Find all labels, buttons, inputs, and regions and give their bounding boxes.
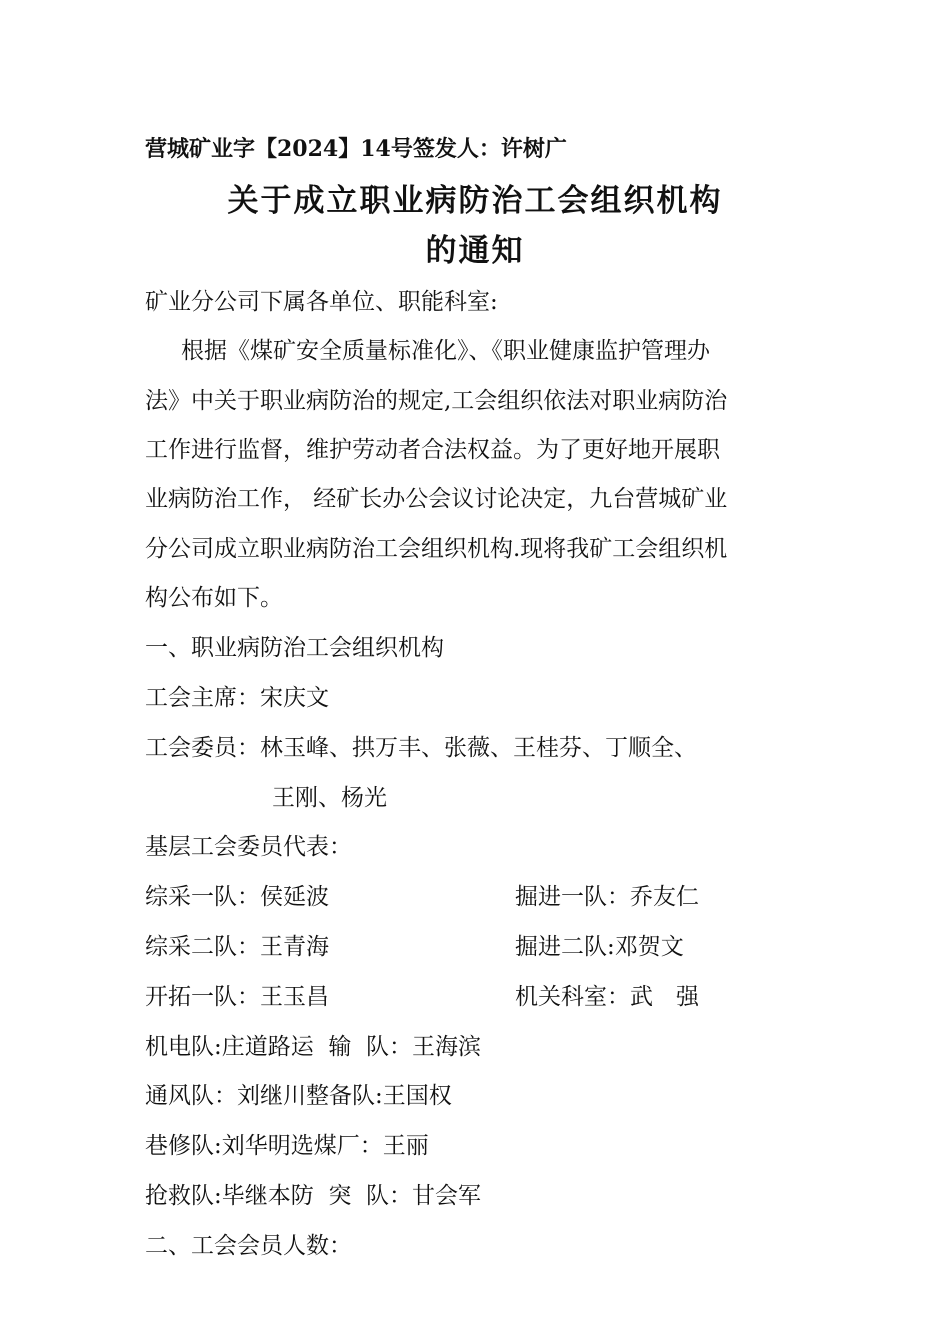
paragraph-line: 工作进行监督，维护劳动者合法权益。为了更好地开展职 (145, 437, 720, 463)
representative-left: 综采二队：王青海 (145, 934, 329, 960)
representative-right: 掘进一队：乔友仁 (515, 884, 699, 910)
representative-line: 抢救队:毕继本防 突 队：甘会军 (145, 1183, 481, 1209)
section-heading-2: 二、工会会员人数： (145, 1233, 352, 1259)
chairman-line: 工会主席：宋庆文 (145, 685, 329, 711)
representative-left: 综采一队：侯延波 (145, 884, 329, 910)
members-line-2: 王刚、杨光 (272, 785, 387, 811)
grassroots-heading: 基层工会委员代表： (145, 834, 352, 860)
representative-left: 开拓一队：王玉昌 (145, 984, 329, 1010)
document-title-line-1: 关于成立职业病防治工会组织机构 (227, 183, 723, 219)
representative-line: 巷修队:刘华明选煤厂：王丽 (145, 1133, 429, 1159)
paragraph-line: 法》中关于职业病防治的规定,工会组织依法对职业病防治 (145, 388, 728, 414)
paragraph-line: 构公布如下。 (145, 585, 283, 611)
representative-line: 通风队：刘继川整备队:王国权 (145, 1083, 452, 1109)
members-line-1: 工会委员：林玉峰、拱万丰、张薇、王桂芬、丁顺全、 (145, 735, 697, 761)
paragraph-line: 业病防治工作， 经矿长办公会议讨论决定，九台营城矿业 (145, 486, 728, 512)
document-number: 营城矿业字【2024】14号签发人：许树广 (145, 136, 567, 162)
document-title-line-2: 的通知 (425, 233, 525, 269)
salutation: 矿业分公司下属各单位、职能科室: (145, 289, 498, 315)
section-heading-1: 一、职业病防治工会组织机构 (145, 635, 444, 661)
paragraph-line: 分公司成立职业病防治工会组织机构.现将我矿工会组织机 (145, 536, 728, 562)
representative-right: 掘进二队:邓贺文 (515, 934, 684, 960)
paragraph-line: 根据《煤矿安全质量标准化》、《职业健康监护管理办 (181, 338, 710, 364)
representative-line: 机电队:庄道路运 输 队：王海滨 (145, 1034, 481, 1060)
representative-right: 机关科室：武 强 (515, 984, 699, 1010)
